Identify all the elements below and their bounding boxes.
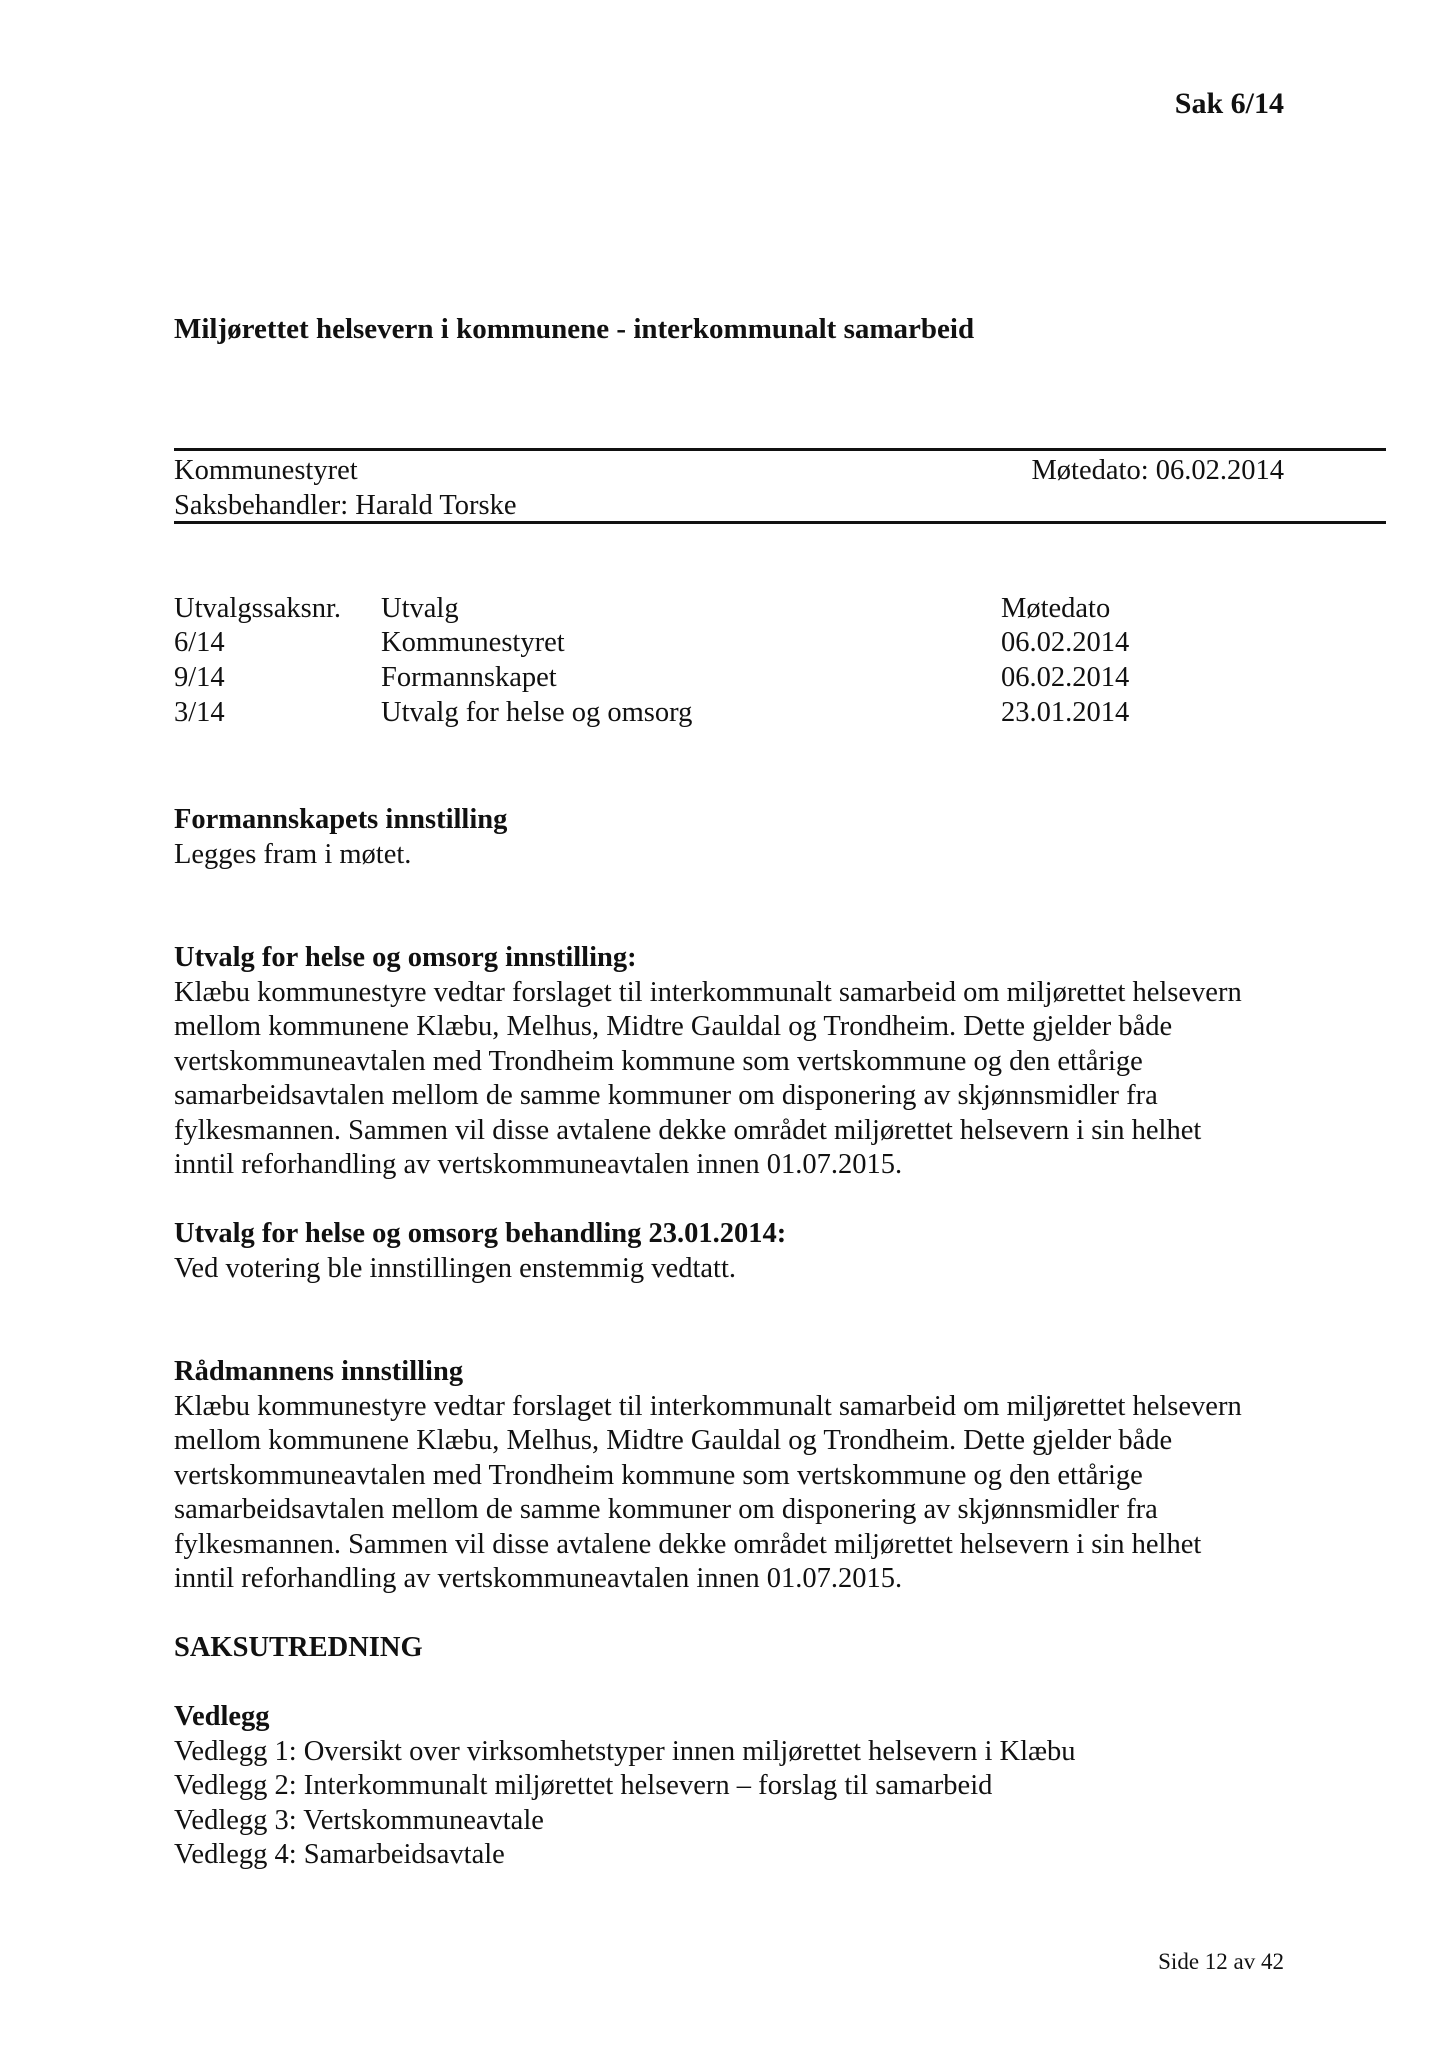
- table-row: [174, 626, 1174, 660]
- section-body: Legges fram i møtet.: [174, 838, 412, 870]
- table-header-row: [174, 592, 1174, 626]
- table-row: [174, 661, 1174, 695]
- section-body: Ved votering ble innstillingen enstemmig vedtatt.: [174, 1252, 736, 1284]
- paragraph-line: samarbeidsavtalen mellom de samme kommuner om disponering av skjønnsmidler fra: [174, 1494, 1158, 1525]
- attachment-item: Vedlegg 2: Interkommunalt miljørettet helsevern – forslag til samarbeid: [174, 1770, 993, 1801]
- table-cell: Utvalg for helse og omsorg: [381, 697, 693, 728]
- section-heading: SAKSUTREDNING: [174, 1632, 423, 1663]
- section-saksutredning: [174, 1631, 1334, 1666]
- meta-bottom-rule: [174, 521, 1386, 524]
- case-officer: Saksbehandler: Harald Torske: [174, 490, 517, 521]
- paragraph-line: vertskommuneavtalen med Trondheim kommune som vertskommune og den ettårige: [174, 1045, 1143, 1077]
- paragraph-line: Klæbu kommunestyre vedtar forslaget til interkommunalt samarbeid om miljørettet helsevern: [174, 1390, 1242, 1422]
- section-heading: Utvalg for helse og omsorg behandling 23.01.2014:: [174, 1218, 787, 1249]
- table-row: [174, 696, 1174, 730]
- section-radmann: [174, 1355, 1334, 1597]
- paragraph-line: vertskommuneavtalen med Trondheim kommune som vertskommune og den ettårige: [174, 1459, 1143, 1491]
- paragraph-line: samarbeidsavtalen mellom de samme kommuner om disponering av skjønnsmidler fra: [174, 1080, 1158, 1111]
- table-cell: 06.02.2014: [1001, 662, 1130, 693]
- committee-name: Kommunestyret: [174, 455, 358, 486]
- table-cell: 23.01.2014: [1001, 697, 1130, 728]
- section-heading: Vedlegg: [174, 1701, 270, 1732]
- table-cell: 9/14: [174, 662, 225, 693]
- paragraph-line: Klæbu kommunestyre vedtar forslaget til interkommunalt samarbeid om miljørettet helsevern: [174, 976, 1242, 1008]
- table-cell: 3/14: [174, 697, 225, 728]
- table-cell: 06.02.2014: [1001, 627, 1130, 658]
- meta-top-rule: [174, 448, 1386, 451]
- paragraph-line: inntil reforhandling av vertskommuneavtalen innen 01.07.2015.: [174, 1149, 903, 1180]
- paragraph-line: fylkesmannen. Sammen vil disse avtalene dekke området miljørettet helsevern i sin helhet: [174, 1114, 1202, 1146]
- attachment-item: Vedlegg 1: Oversikt over virksomhetstyper innen miljørettet helsevern i Klæbu: [174, 1735, 1076, 1767]
- section-vedlegg: [174, 1700, 1334, 1873]
- section-helse-innstilling: [174, 941, 1334, 1183]
- attachment-item: Vedlegg 3: Vertskommuneavtale: [174, 1804, 544, 1836]
- section-heading: Rådmannens innstilling: [174, 1356, 464, 1387]
- table-cell: 6/14: [174, 627, 225, 658]
- page-number: Side 12 av 42: [1158, 1949, 1284, 1974]
- meeting-date: Møtedato: 06.02.2014: [1031, 455, 1284, 486]
- section-formannskap: [174, 803, 1334, 872]
- paragraph-line: mellom kommunene Klæbu, Melhus, Midtre Gauldal og Trondheim. Dette gjelder både: [174, 1425, 1173, 1456]
- table-header-cell: Utvalg: [381, 593, 459, 624]
- table-cell: Kommunestyret: [381, 627, 565, 658]
- table-cell: Formannskapet: [381, 662, 557, 693]
- attachment-item: Vedlegg 4: Samarbeidsavtale: [174, 1839, 505, 1870]
- section-heading: Utvalg for helse og omsorg innstilling:: [174, 942, 637, 973]
- document-title: Miljørettet helsevern i kommunene - interkommunalt samarbeid: [174, 313, 975, 345]
- section-helse-behandling: [174, 1217, 1334, 1286]
- paragraph-line: mellom kommunene Klæbu, Melhus, Midtre Gauldal og Trondheim. Dette gjelder både: [174, 1011, 1173, 1042]
- paragraph-line: fylkesmannen. Sammen vil disse avtalene dekke området miljørettet helsevern i sin helhet: [174, 1528, 1202, 1560]
- paragraph-line: inntil reforhandling av vertskommuneavtalen innen 01.07.2015.: [174, 1563, 903, 1594]
- section-heading: Formannskapets innstilling: [174, 804, 508, 835]
- table-header-cell: Utvalgssaksnr.: [174, 593, 342, 624]
- table-header-cell: Møtedato: [1001, 593, 1111, 624]
- case-reference: Sak 6/14: [1174, 87, 1284, 120]
